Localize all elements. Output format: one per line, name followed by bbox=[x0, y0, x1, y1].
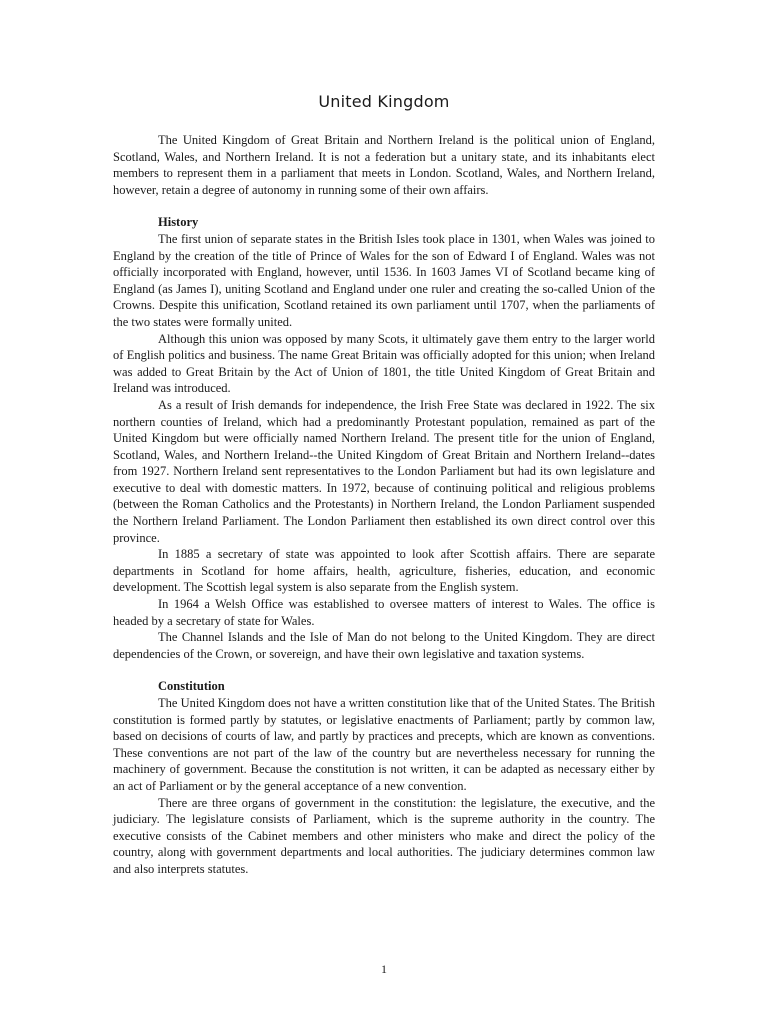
document-page bbox=[113, 92, 655, 878]
history-paragraph: As a result of Irish demands for independence, the Irish Free State was declared in 1922. The six northern counties of Ireland, which had a predominantly Protestant population, remained as part of the United Kingdom but were officially named Northern Ireland. The present title for the union of England, Scotland, Wales, and Northern Ireland--the United Kingdom of Great Britain and Northern Ireland--dates from 1927. Northern Ireland sent representatives to the London Parliament but had its own legislature and executive to deal with domestic matters. In 1972, because of continuing political and religious problems (between the Roman Catholics and the Protestants) in Northern Ireland, the London Parliament suspended the Northern Ireland Parliament. The London Parliament then established its own direct control over this province. bbox=[113, 397, 655, 545]
page-number: 1 bbox=[381, 962, 387, 976]
intro-paragraph: The United Kingdom of Great Britain and Northern Ireland is the political union of England, Scotland, Wales, and Northern Ireland. It is not a federation but a unitary state, and its inhabitants elect members to represent them in a parliament that meets in London. Scotland, Wales, and Northern Ireland, however, retain a degree of autonomy in running some of their own affairs. bbox=[113, 133, 655, 197]
history-paragraph: In 1964 a Welsh Office was established to oversee matters of interest to Wales. The office is headed by a secretary of state for Wales. bbox=[113, 597, 655, 628]
section-heading-history: History bbox=[158, 215, 199, 230]
history-paragraph: The first union of separate states in the British Isles took place in 1301, when Wales was joined to England by the creation of the title of Prince of Wales for the son of Edward I of England. Wales was not officially incorporated with England, however, until 1536. In 1603 James VI of Scotland became king of England (as James I), uniting Scotland and England under one ruler and creating the so-called Union of the Crowns. Despite this unification, Scotland retained its own parliament until 1707, when the parliaments of the two states were formally united. bbox=[113, 231, 655, 329]
section-history bbox=[113, 214, 655, 662]
history-paragraph: In 1885 a secretary of state was appointed to look after Scottish affairs. There are separate departments in Scotland for home affairs, health, agriculture, fisheries, education, and economic development. The Scottish legal system is also separate from the English system. bbox=[113, 547, 655, 595]
document-title: United Kingdom bbox=[318, 92, 450, 111]
section-constitution bbox=[113, 678, 655, 877]
history-paragraph: The Channel Islands and the Isle of Man do not belong to the United Kingdom. They are direct dependencies of the Crown, or sovereign, and have their own legislative and taxation systems. bbox=[113, 630, 655, 661]
history-paragraph: Although this union was opposed by many Scots, it ultimately gave them entry to the larger world of English politics and business. The name Great Britain was officially adopted for this union; when Ireland was added to Great Britain by the Act of Union of 1801, the title United Kingdom of Great Britain and Ireland was introduced. bbox=[113, 331, 655, 396]
constitution-paragraph: There are three organs of government in the constitution: the legislature, the executive, and the judiciary. The legislature consists of Parliament, which is the supreme authority in the country. The executive consists of the Cabinet members and other ministers who make and direct the policy of the country, along with government departments and local authorities. The judiciary determines common law and also interprets statutes. bbox=[113, 795, 655, 876]
section-heading-constitution: Constitution bbox=[158, 679, 225, 694]
constitution-paragraph: The United Kingdom does not have a written constitution like that of the United States. The British constitution is formed partly by statutes, or legislative enactments of Parliament; partly by common law, based on decisions of courts of law, and partly by practices and precepts, which are known as conventions. These conventions are not part of the law of the country but are nevertheless necessary for running the machinery of government. Because the constitution is not written, it can be adapted as necessary either by an act of Parliament or by the general acceptance of a new convention. bbox=[113, 696, 655, 793]
